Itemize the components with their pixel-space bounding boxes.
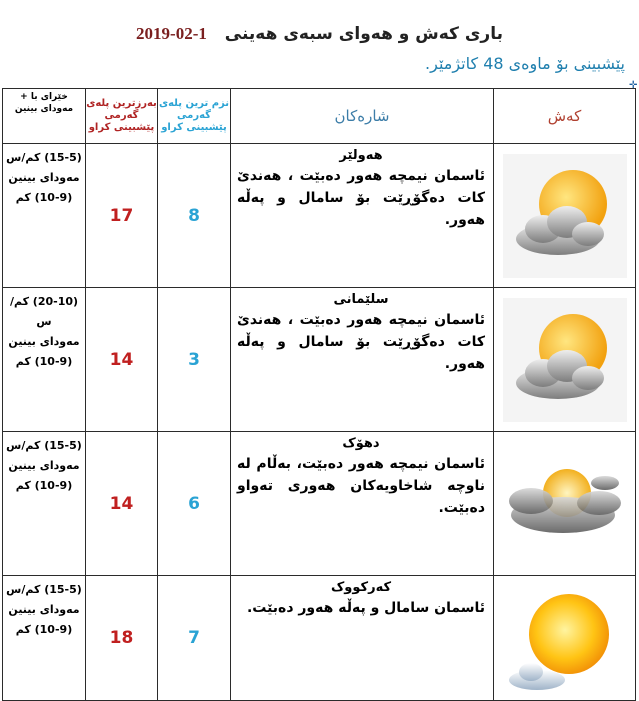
title-text: باری کەش و هەوای سبەی هەینی: [224, 24, 503, 44]
table-row: [3, 576, 636, 701]
wind-speed: (15-5) کم/س: [6, 439, 82, 452]
min-temp: 3: [158, 288, 231, 432]
weather-image-cell: [494, 432, 636, 576]
wind-cell: [3, 288, 86, 432]
cloudy-sun-icon: [503, 449, 627, 559]
partly-cloudy-icon: [503, 154, 627, 278]
table-row: [3, 432, 636, 576]
col-city-header: شارەکان: [231, 89, 494, 144]
header-row: [3, 89, 636, 144]
wind-cell: [3, 432, 86, 576]
weather-text: ئاسمان نیمچە هەور دەبێت، بەڵام لە ناوچە شاخاویەکان هەوری تەواو دەبێت.: [237, 456, 485, 516]
max-temp: 14: [86, 288, 158, 432]
weather-text: ئاسمان نیمچە هەور دەبێت ، هەندێ کات دەگۆڕێت بۆ سامال و پەڵە هەور.: [237, 168, 485, 228]
move-handle-icon[interactable]: ✛: [629, 80, 638, 91]
max-temp: 17: [86, 144, 158, 288]
visibility-label: مەودای بینین: [8, 459, 80, 472]
visibility-label: مەودای بینین: [8, 603, 80, 616]
col-weather-header: کەش: [494, 89, 636, 144]
col-min-header: نزم ترین پلەی گەرمی پێشبینی کراو: [158, 89, 231, 144]
weather-image-cell: [494, 144, 636, 288]
max-temp: 14: [86, 432, 158, 576]
col-wind-header: خێرای با + مەودای بینین: [3, 89, 86, 144]
wind-cell: [3, 144, 86, 288]
wind-speed: (20-10) کم/س: [9, 295, 79, 328]
min-temp: 6: [158, 432, 231, 576]
wind-cell: [3, 576, 86, 701]
visibility-value: (10-9) کم: [15, 623, 73, 636]
table-row: [3, 144, 636, 288]
col-max-header: بەرزترین پلەی گەرمی پێشبینی کراو: [86, 89, 158, 144]
description-cell: [231, 144, 494, 288]
wind-speed: (15-5) کم/س: [6, 151, 82, 164]
page-title: [0, 24, 639, 44]
city-name: سلێمانی: [333, 292, 389, 307]
city-name: دهۆک: [342, 436, 380, 451]
wind-speed: (15-5) کم/س: [6, 583, 82, 596]
visibility-label: مەودای بینین: [8, 335, 80, 348]
description-cell: [231, 576, 494, 701]
page-subtitle: پێشبینی بۆ ماوەی 48 کاتژمێر.: [425, 54, 625, 73]
visibility-label: مەودای بینین: [8, 171, 80, 184]
description-cell: [231, 432, 494, 576]
weather-image-cell: [494, 288, 636, 432]
weather-text: ئاسمان نیمچە هەور دەبێت ، هەندێ کات دەگۆڕێت بۆ سامال و پەڵە هەور.: [237, 312, 485, 372]
forecast-table: [2, 88, 636, 701]
visibility-value: (10-9) کم: [15, 191, 73, 204]
city-name: هەولێر: [339, 148, 383, 163]
partly-cloudy-icon: [503, 298, 627, 422]
weather-text: ئاسمان سامال و پەڵە هەور دەبێت.: [246, 600, 485, 616]
forecast-date: 2019-02-1: [136, 24, 207, 43]
table-row: [3, 288, 636, 432]
visibility-value: (10-9) کم: [15, 479, 73, 492]
visibility-value: (10-9) کم: [15, 355, 73, 368]
max-temp: 18: [86, 576, 158, 701]
weather-image-cell: [494, 576, 636, 701]
min-temp: 8: [158, 144, 231, 288]
sunny-icon: [503, 580, 627, 696]
min-temp: 7: [158, 576, 231, 701]
description-cell: [231, 288, 494, 432]
city-name: کەرکووک: [330, 580, 392, 595]
